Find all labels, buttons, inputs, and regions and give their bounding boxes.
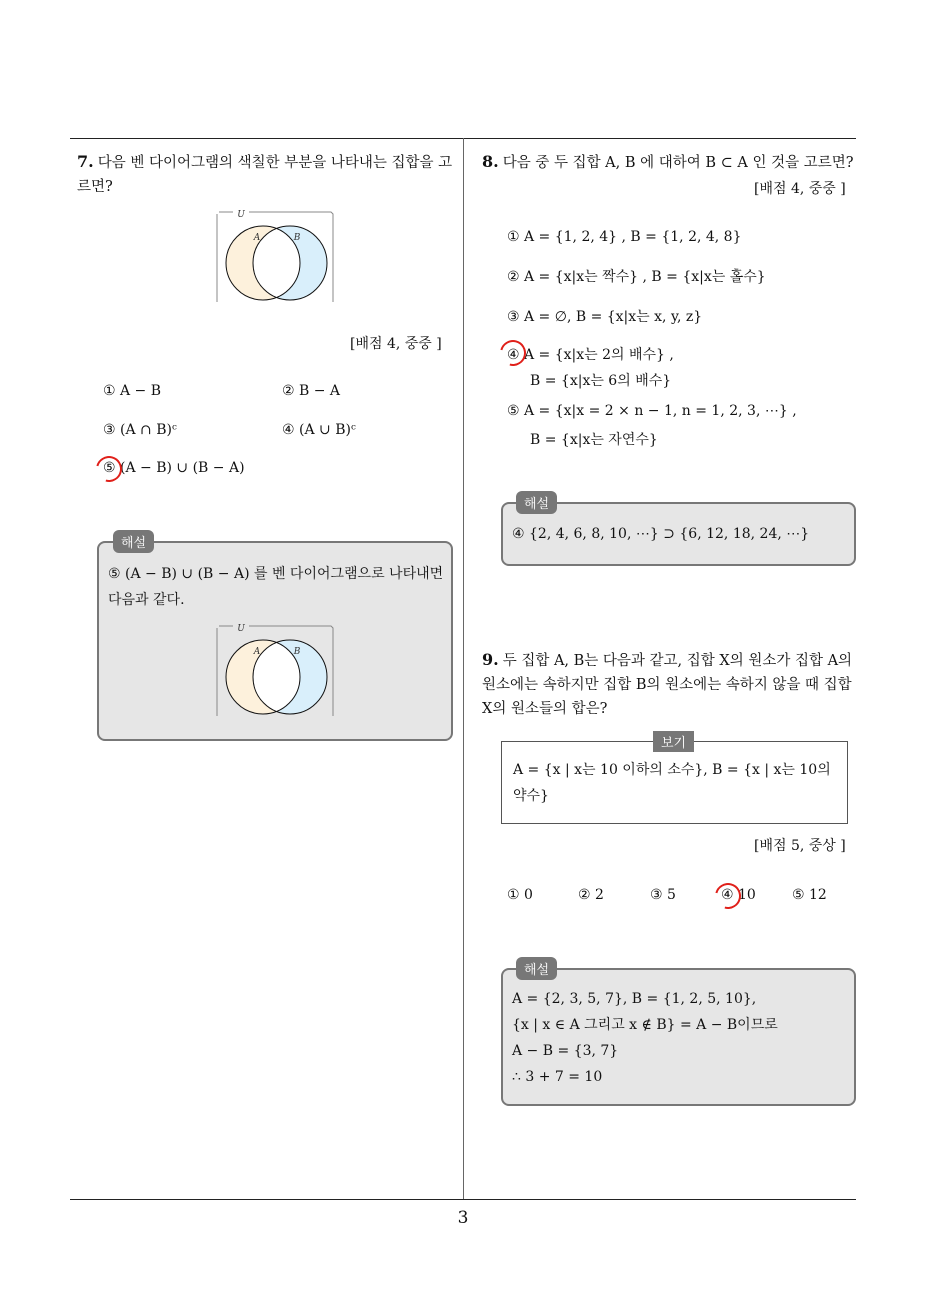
q9-text: 두 집합 A, B는 다음과 같고, 집합 X의 원소가 집합 A의 원소에는 속하지만 집합 B의 원소에는 속하지 않을 때 집합 X의 원소들의 합은? bbox=[482, 653, 853, 717]
q7-solution-venn-label-a: A bbox=[253, 647, 261, 657]
q7-option-2[interactable]: ② B − A bbox=[282, 383, 341, 399]
q9-question bbox=[482, 648, 860, 721]
q7-venn-label-u: U bbox=[237, 210, 245, 220]
q9-solution-tag: 해설 bbox=[516, 957, 557, 980]
q9-answer-mark bbox=[710, 878, 746, 914]
q8-number: 8. bbox=[482, 152, 499, 171]
q8-text: 다음 중 두 집합 A, B 에 대하여 B ⊂ A 인 것을 고르면? bbox=[502, 155, 854, 171]
q8-option-5-line2: B = {x|x는 자연수} bbox=[530, 432, 658, 448]
q8-option-1[interactable]: ① A = {1, 2, 4} , B = {1, 2, 4, 8} bbox=[507, 229, 742, 245]
q9-solution-text bbox=[512, 986, 848, 1090]
q7-solution-tag: 해설 bbox=[113, 530, 154, 553]
q9-solution-line-2: {x | x ∈ A 그리고 x ∉ B} = A − B이므로 bbox=[512, 1017, 778, 1033]
q7-points: [배점 4, 중중 ] bbox=[350, 336, 442, 352]
q7-option-5[interactable]: ⑤ (A − B) ∪ (B − A) bbox=[103, 460, 245, 476]
page-number: 3 bbox=[457, 1208, 469, 1228]
q7-text: 다음 벤 다이어그램의 색칠한 부분을 나타내는 집합을 고르면? bbox=[77, 155, 453, 195]
q7-solution-venn-label-b: B bbox=[293, 647, 301, 657]
q8-option-3[interactable]: ③ A = ∅, B = {x|x는 x, y, z} bbox=[507, 309, 703, 325]
q8-points: [배점 4, 중중 ] bbox=[754, 181, 846, 197]
q7-option-1[interactable]: ① A − B bbox=[103, 383, 162, 399]
q7-solution-text: ⑤ (A − B) ∪ (B − A) 를 벤 다이어그램으로 나타내면 다음과 같다. bbox=[108, 566, 444, 608]
q9-option-5[interactable]: ⑤ 12 bbox=[792, 887, 827, 903]
q7-venn-label-a: A bbox=[253, 233, 261, 243]
q8-solution-text: ④ {2, 4, 6, 8, 10, ⋯} ⊃ {6, 12, 18, 24, ⋯} bbox=[512, 526, 810, 542]
q7-venn-label-b: B bbox=[293, 233, 301, 243]
q8-solution-tag: 해설 bbox=[516, 491, 557, 514]
q9-option-1[interactable]: ① 0 bbox=[507, 887, 533, 903]
q7-number: 7. bbox=[77, 152, 94, 171]
q8-option-5[interactable]: ⑤ A = {x|x = 2 × n − 1, n = 1, 2, 3, ⋯} , bbox=[507, 403, 797, 419]
q9-bogi-text: A = {x | x는 10 이하의 소수}, B = {x | x는 10의 약수} bbox=[513, 762, 831, 804]
bottom-rule bbox=[70, 1199, 856, 1200]
q7-solution-venn-diagram bbox=[213, 622, 337, 720]
q7-answer-mark bbox=[91, 451, 127, 487]
q8-option-2[interactable]: ② A = {x|x는 짝수} , B = {x|x는 홀수} bbox=[507, 269, 766, 285]
q8-option-4-line2: B = {x|x는 6의 배수} bbox=[530, 373, 672, 389]
q8-option-4[interactable]: ④ A = {x|x는 2의 배수} , bbox=[507, 347, 674, 363]
q7-option-3[interactable]: ③ (A ∩ B)ᶜ bbox=[103, 422, 177, 438]
q9-points: [배점 5, 중상 ] bbox=[754, 838, 846, 854]
q9-number: 9. bbox=[482, 650, 499, 669]
q8-answer-mark bbox=[495, 335, 531, 371]
q7-question bbox=[77, 150, 457, 199]
q9-option-2[interactable]: ② 2 bbox=[578, 887, 604, 903]
q9-option-3[interactable]: ③ 5 bbox=[650, 887, 676, 903]
q8-question bbox=[482, 150, 860, 175]
q9-bogi-tag: 보기 bbox=[653, 731, 694, 752]
q7-venn-diagram bbox=[213, 208, 337, 306]
q9-solution-line-3: A − B = {3, 7} bbox=[512, 1043, 619, 1059]
q9-solution-line-1: A = {2, 3, 5, 7}, B = {1, 2, 5, 10}, bbox=[512, 991, 757, 1007]
q9-option-4[interactable]: ④ 10 bbox=[721, 887, 756, 903]
q7-solution-venn-label-u: U bbox=[237, 624, 245, 634]
q9-solution-line-4: ∴ 3 + 7 = 10 bbox=[512, 1069, 603, 1085]
column-divider bbox=[463, 138, 464, 1200]
q7-option-4[interactable]: ④ (A ∪ B)ᶜ bbox=[282, 422, 356, 438]
